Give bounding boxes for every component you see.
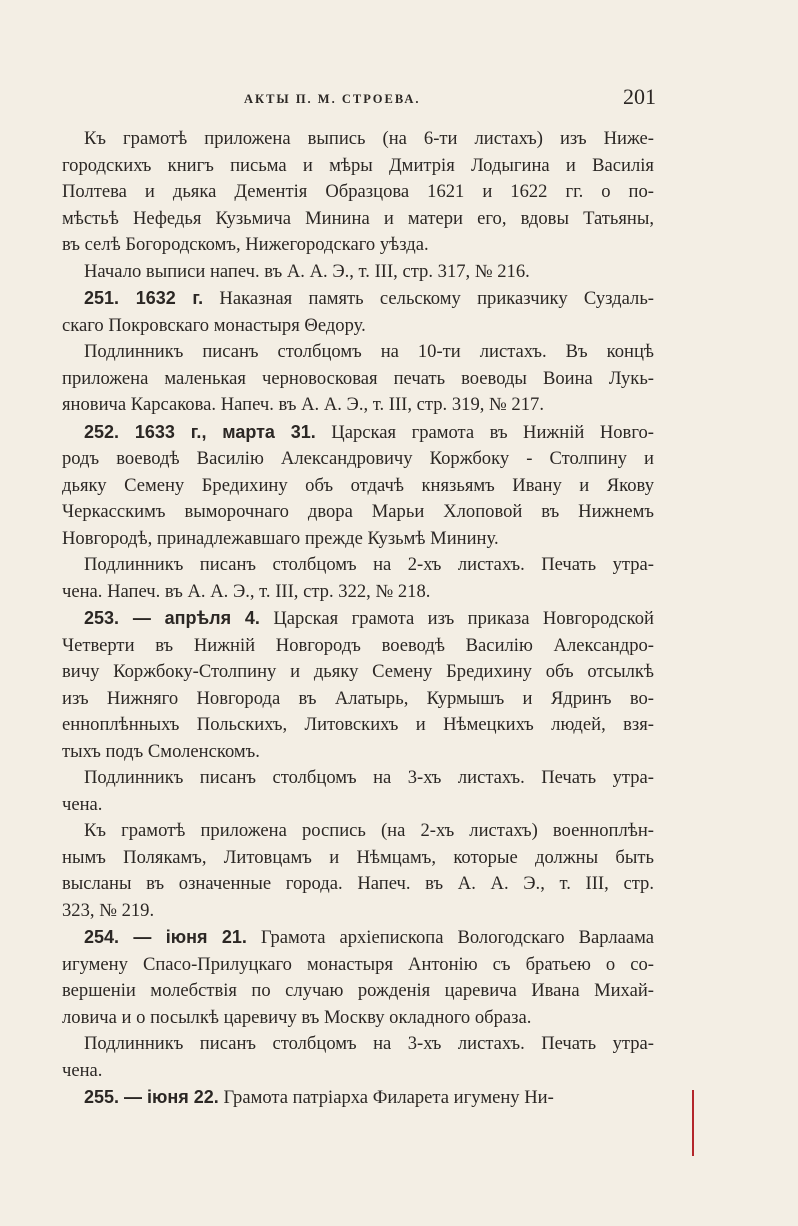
text-line [62, 712, 654, 739]
text-line [62, 259, 654, 286]
line-text: яновича Карсакова. Напеч. въ А. А. Э., т. III, стр. 319, № 217. [62, 394, 544, 415]
text-line [62, 419, 654, 447]
text-line [62, 232, 654, 259]
page-header [60, 84, 656, 114]
line-text: ловича и о посылкѣ царевичу въ Москву окладного образа. [62, 1006, 532, 1028]
paragraph [62, 259, 654, 286]
line-text: Царская грамота въ Нижній Новго- [331, 421, 654, 443]
running-title: АКТЫ П. М. СТРОЕВА. [244, 92, 421, 106]
line-text: Черкасскимъ выморочнаго двора Марьи Хлоповой въ Нижнемъ [62, 501, 654, 522]
line-text: родъ воеводѣ Василію Александровичу Коржбоку - Столпину и [62, 448, 654, 469]
text-line [62, 871, 654, 898]
text-line [62, 792, 654, 819]
text-line [62, 1084, 654, 1112]
line-text: въ селѣ Богородскомъ, Нижегородскаго уѣзда. [62, 234, 429, 255]
line-text: Подлинникъ писанъ столбцомъ на 3-хъ листахъ. Печать утра- [84, 1033, 654, 1054]
line-text: Царская грамота изъ приказа Новгородской [273, 608, 654, 629]
body-text [62, 126, 654, 1112]
text-line [62, 1031, 654, 1058]
line-text: Четверти въ Нижній Новгородъ воеводѣ Василію Александро- [62, 634, 654, 656]
paragraph [62, 818, 654, 924]
line-text: высланы въ означенные города. Напеч. въ А. А. Э., т. III, стр. [62, 873, 654, 894]
entry-paragraph [62, 605, 654, 765]
line-text: дьяку Семену Бредихину объ отдачѣ князьямъ Ивану и Якову [62, 474, 654, 496]
line-text: Полтева и дьяка Дементія Образцова 1621 и 1622 гг. о по- [62, 181, 654, 202]
text-line [62, 659, 654, 686]
text-line [62, 552, 654, 579]
paragraph [62, 552, 654, 605]
text-line [62, 978, 654, 1005]
text-line [62, 153, 654, 180]
text-line [62, 392, 654, 419]
text-line [62, 126, 654, 153]
text-line [62, 285, 654, 313]
text-line [62, 739, 654, 766]
text-line [62, 339, 654, 366]
line-text: Грамота архіепископа Вологодскаго Варлаама [260, 927, 654, 948]
line-text: Наказная память сельскому приказчику Суздаль- [219, 288, 654, 309]
text-line [62, 473, 654, 500]
text-line [62, 924, 654, 952]
text-line [62, 179, 654, 206]
paragraph [62, 1031, 654, 1084]
line-text: нымъ Полякамъ, Литовцамъ и Нѣмцамъ, которые должны быть [62, 846, 654, 868]
line-text: Подлинникъ писанъ столбцомъ на 3-хъ листахъ. Печать утра- [84, 767, 654, 788]
line-text: игумену Спасо-Прилуцкаго монастыря Антонію съ братьею о со- [62, 953, 654, 975]
entry-number: 251. 1632 г. [84, 288, 204, 308]
text-line [62, 526, 654, 553]
text-line [62, 206, 654, 233]
line-text: Начало выписи напеч. въ А. А. Э., т. III, стр. 317, № 216. [84, 260, 530, 282]
text-line [62, 686, 654, 713]
line-text: тыхъ подъ Смоленскомъ. [62, 740, 260, 762]
text-line [62, 313, 654, 340]
paragraph [62, 126, 654, 259]
line-text: городскихъ книгъ письма и мѣры Дмитрія Лодыгина и Василія [62, 154, 654, 176]
text-line [62, 366, 654, 393]
text-line [62, 952, 654, 979]
text-line [62, 1058, 654, 1085]
entry-number: 255. — іюня 22. [84, 1087, 219, 1107]
text-line [62, 499, 654, 526]
text-line [62, 845, 654, 872]
text-line [62, 633, 654, 660]
line-text: Подлинникъ писанъ столбцомъ на 2-хъ листахъ. Печать утра- [84, 554, 654, 575]
line-text: вичу Коржбоку-Столпину и дьяку Семену Бредихину объ отсылкѣ [62, 661, 654, 682]
text-line [62, 1005, 654, 1032]
text-line [62, 765, 654, 792]
entry-number: 252. 1633 г., марта 31. [84, 421, 316, 442]
entry-paragraph [62, 419, 654, 553]
line-text: приложена маленькая черновосковая печать воеводы Воина Лукь- [62, 367, 654, 389]
line-text: чена. [62, 793, 103, 815]
line-text: Подлинникъ писанъ столбцомъ на 10-ти листахъ. Въ концѣ [84, 341, 654, 362]
margin-mark [692, 1090, 694, 1156]
paragraph [62, 765, 654, 818]
line-text: Новгородѣ, принадлежавшаго прежде Кузьмѣ Минину. [62, 527, 499, 549]
line-text: Грамота патріарха Филарета игумену Ни- [223, 1087, 554, 1108]
entry-paragraph [62, 285, 654, 339]
line-text: чена. Напеч. въ А. А. Э., т. III, стр. 322, № 218. [62, 580, 431, 602]
entry-paragraph [62, 1084, 654, 1112]
line-text: изъ Нижняго Новгорода въ Алатырь, Курмышъ и Ядринъ во- [62, 687, 654, 709]
text-line [62, 818, 654, 845]
text-line [62, 898, 654, 925]
line-text: енноплѣнныхъ Польскихъ, Литовскихъ и Нѣмецкихъ людей, взя- [62, 714, 654, 735]
line-text: вершеніи молебствія по случаю рожденія царевича Ивана Михай- [62, 980, 654, 1001]
line-text: Къ грамотѣ приложена выпись (на 6-ти листахъ) изъ Ниже- [84, 128, 654, 149]
line-text: мѣстьѣ Нефедья Кузьмича Минина и матери его, вдовы Татьяны, [62, 207, 654, 229]
line-text: чена. [62, 1059, 103, 1081]
page-number: 201 [623, 84, 656, 109]
text-line [62, 605, 654, 633]
entry-number: 254. — іюня 21. [84, 927, 247, 947]
text-line [62, 579, 654, 606]
line-text: Къ грамотѣ приложена роспись (на 2-хъ листахъ) военноплѣн- [84, 820, 654, 841]
text-line [62, 446, 654, 473]
paragraph [62, 339, 654, 419]
entry-number: 253. — апрѣля 4. [84, 608, 260, 628]
line-text: 323, № 219. [62, 899, 155, 921]
entry-paragraph [62, 924, 654, 1031]
line-text: скаго Покровскаго монастыря Θедору. [62, 314, 366, 336]
